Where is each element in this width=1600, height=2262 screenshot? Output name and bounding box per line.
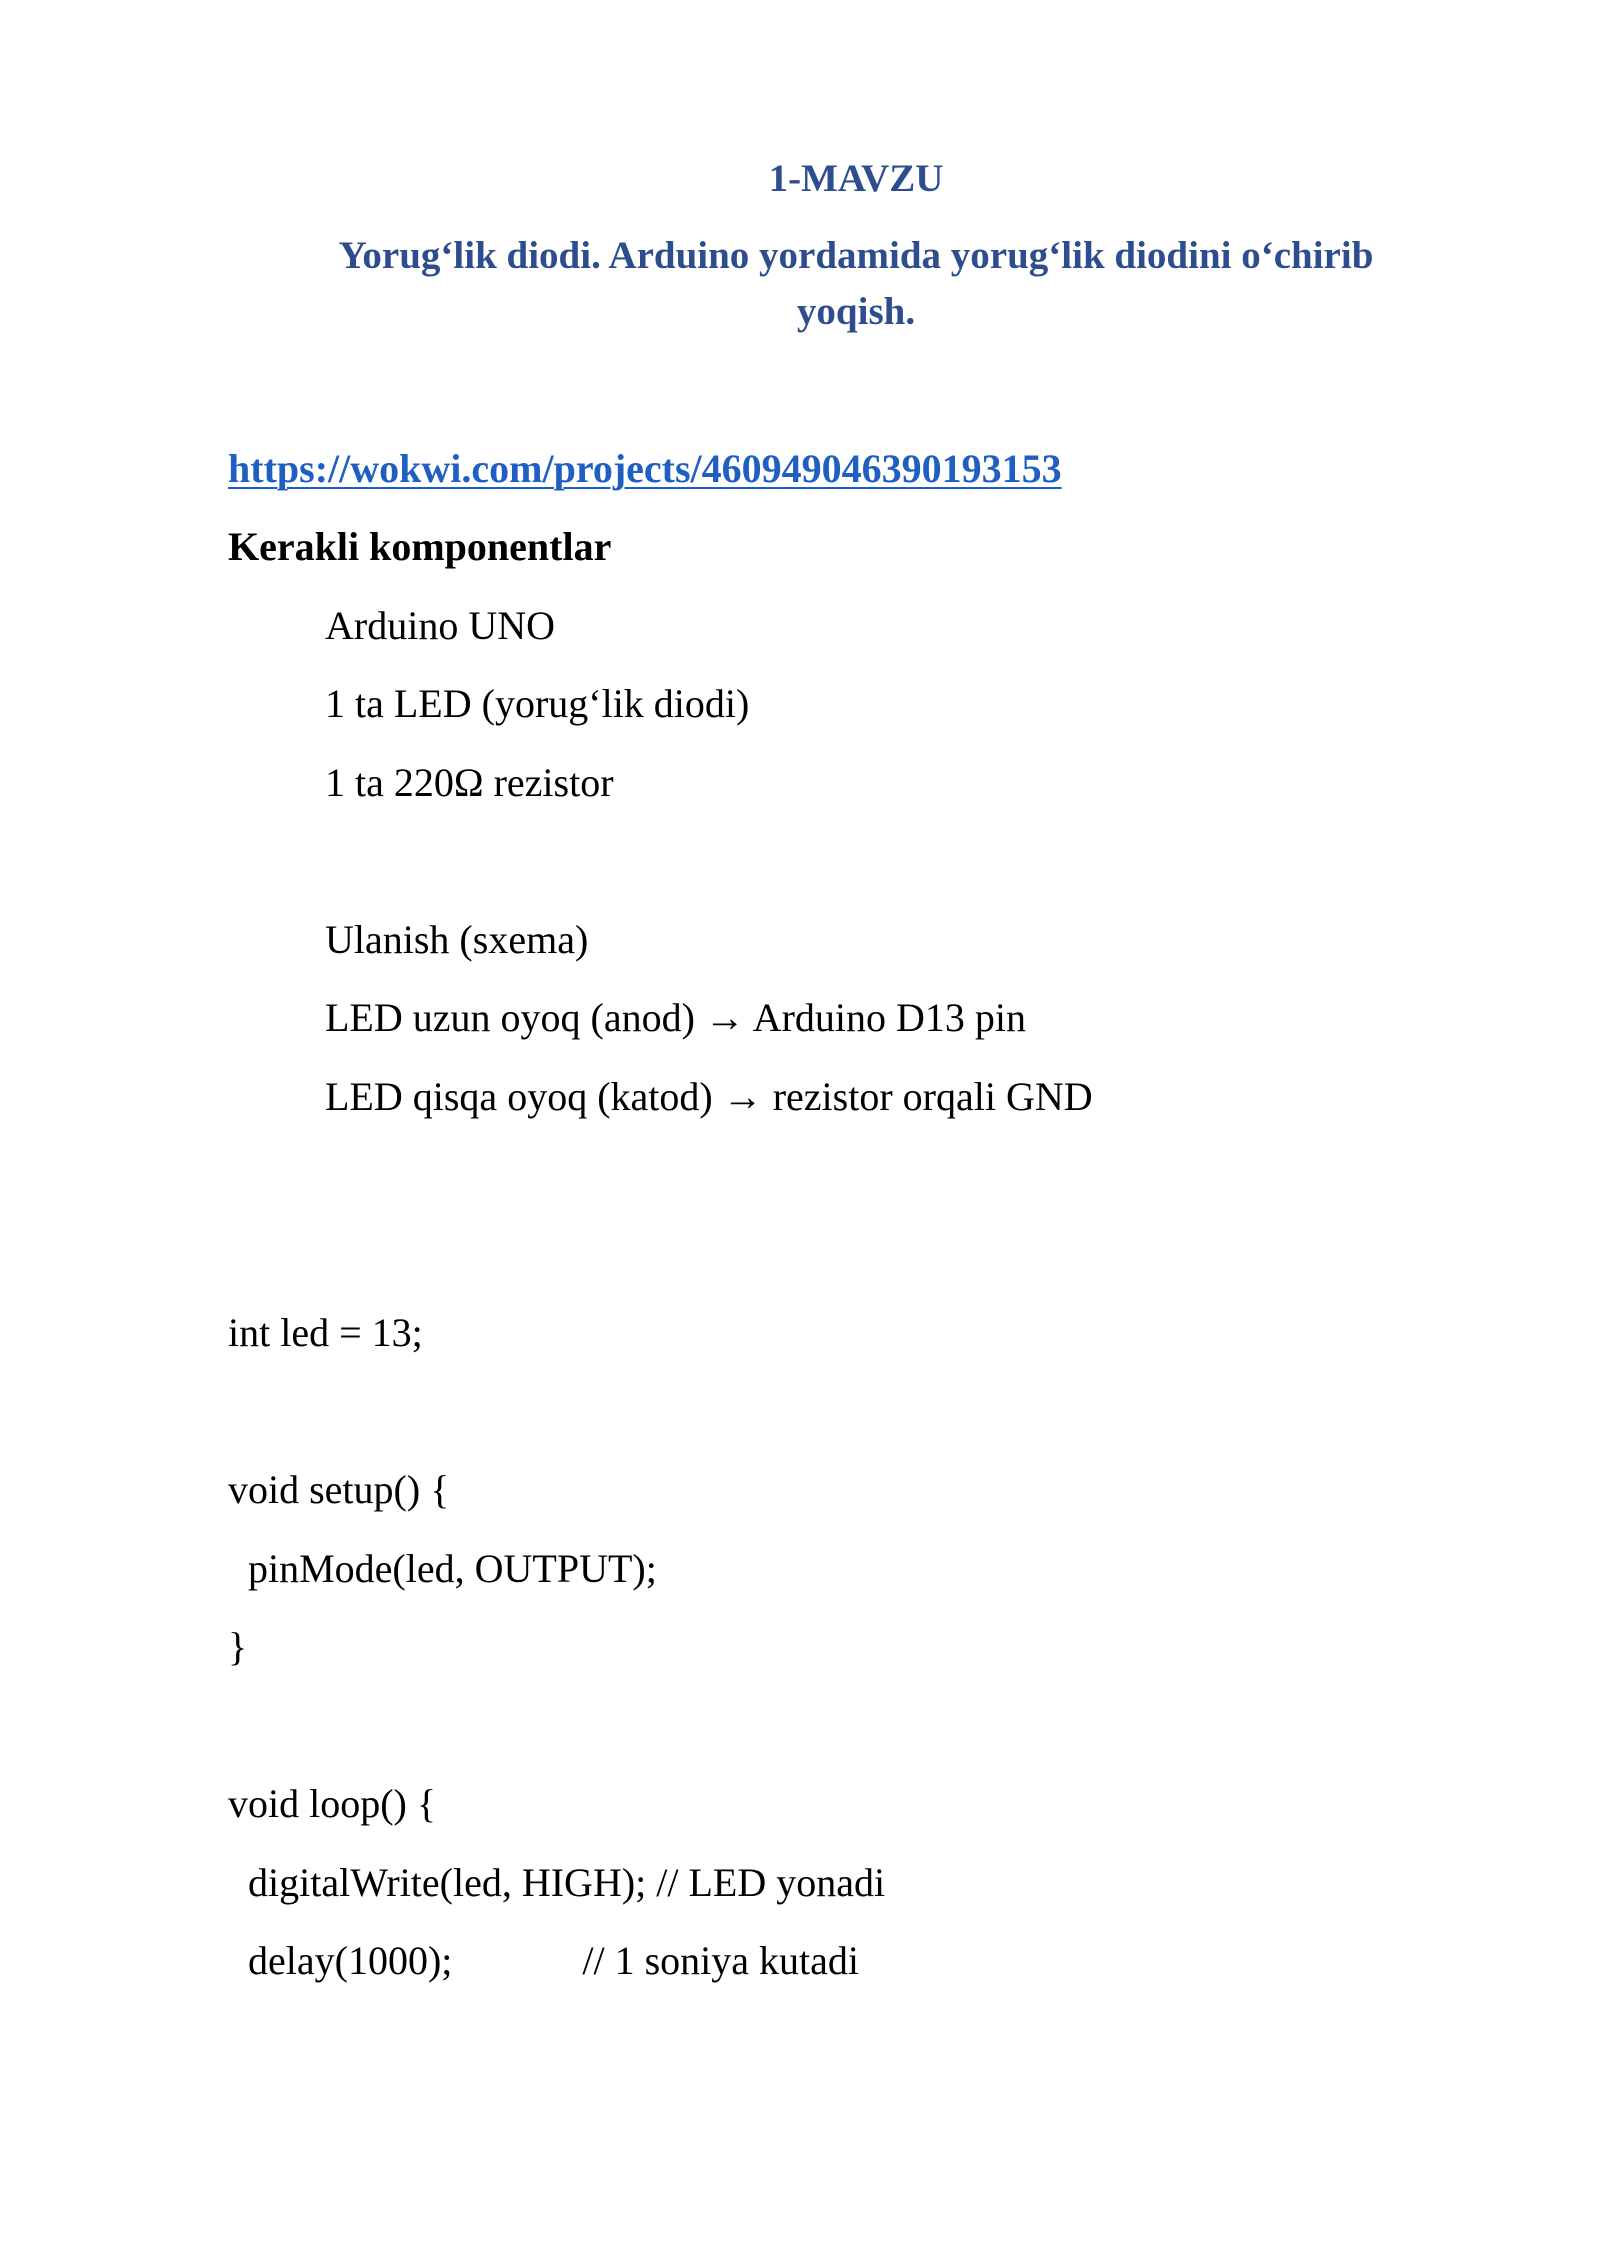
wiring-item: LED qisqa oyoq (katod) → rezistor orqali GND	[325, 1074, 1093, 1119]
component-item: 1 ta 220Ω rezistor	[325, 760, 614, 805]
component-item: Arduino UNO	[325, 603, 555, 648]
wiring-heading: Ulanish (sxema)	[325, 917, 589, 962]
code-line: pinMode(led, OUTPUT);	[228, 1546, 657, 1591]
components-heading: Kerakli komponentlar	[228, 524, 612, 569]
title-line-1: Yorug‘lik diodi. Arduino yordamida yorug‘lik diodini o‘chirib	[338, 234, 1374, 277]
title-line-2: yoqish.	[796, 290, 916, 333]
wokwi-project-link[interactable]: https://wokwi.com/projects/460949046390193153	[228, 446, 1062, 491]
wiring-item: LED uzun oyoq (anod) → Arduino D13 pin	[325, 995, 1027, 1040]
code-line: void loop() {	[228, 1781, 437, 1826]
topic-number: 1-MAVZU	[768, 157, 944, 200]
code-line: }	[228, 1624, 248, 1669]
code-line: void setup() {	[228, 1467, 450, 1512]
code-line: digitalWrite(led, HIGH); // LED yonadi	[228, 1860, 886, 1905]
code-line: int led = 13;	[228, 1310, 423, 1355]
component-item: 1 ta LED (yorug‘lik diodi)	[325, 681, 750, 726]
code-line: delay(1000); // 1 soniya kutadi	[228, 1938, 860, 1983]
